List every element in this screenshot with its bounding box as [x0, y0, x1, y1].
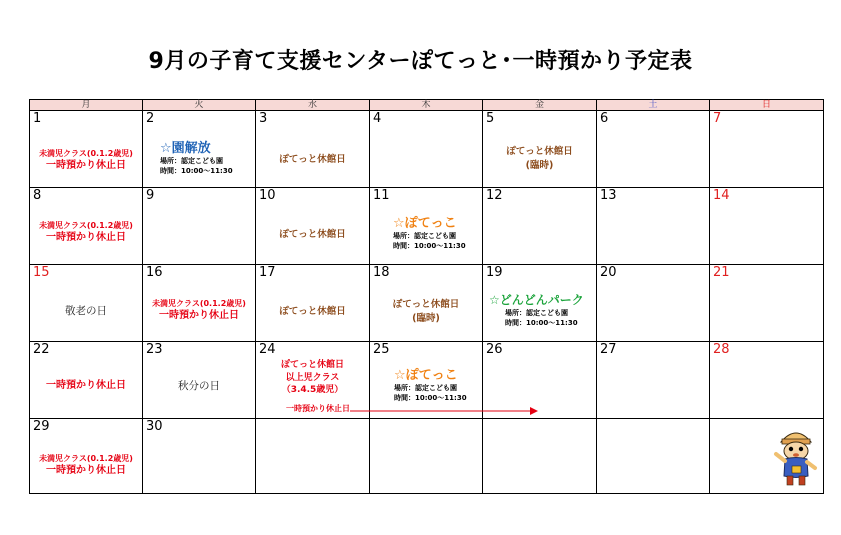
day-number: 23	[146, 342, 163, 357]
weekday-wed: 水	[256, 100, 370, 111]
day-number: 19	[486, 265, 503, 280]
day-number: 15	[33, 265, 50, 280]
event-under3-class: 未満児クラス(0.1.2歳児)	[152, 299, 246, 308]
event-under3-class: 未満児クラス(0.1.2歳児)	[39, 149, 133, 158]
program-en-kaihou: ☆園解放	[160, 141, 211, 156]
day-cell-15	[30, 265, 143, 342]
event-under3-class: 未満児クラス(0.1.2歳児)	[39, 454, 133, 463]
day-cell-11	[370, 188, 483, 265]
program-block	[489, 293, 596, 328]
event-temp-care-closed: 一時預かり休止日	[159, 310, 239, 321]
day-cell-16	[143, 265, 256, 342]
day-cell-19	[483, 265, 597, 342]
week-row-3	[30, 265, 824, 342]
weekday-header-row	[30, 100, 824, 111]
day-cell-18	[370, 265, 483, 342]
event-block	[30, 220, 142, 244]
day-cell-30	[143, 419, 256, 494]
program-dondon-park: ☆どんどんパーク	[489, 293, 584, 307]
program-time: 時間：10:00～11:30	[160, 167, 233, 175]
program-block	[160, 141, 255, 176]
event-potetto-closed: ぽてっと休館日	[506, 146, 573, 157]
day-number: 4	[373, 111, 382, 126]
event-temp-care-closed: 一時預かり休止日	[286, 404, 350, 413]
weekday-sun: 日	[710, 100, 824, 111]
program-place: 場所：認定こども園	[393, 232, 456, 240]
day-number: 21	[713, 265, 730, 280]
program-block	[393, 216, 482, 251]
program-potekko: ☆ぽてっこ	[394, 368, 458, 383]
event-block	[30, 380, 142, 392]
day-cell-10	[256, 188, 370, 265]
page-title: 9月の子育て支援センターぽてっと･一時預かり予定表	[148, 49, 693, 74]
day-number: 16	[146, 265, 163, 280]
event-temp-care-closed: 一時預かり休止日	[46, 465, 126, 476]
day-number: 1	[33, 111, 42, 126]
empty-cell	[597, 419, 710, 494]
event-block	[256, 359, 369, 397]
day-cell-23	[143, 342, 256, 419]
day-number: 7	[713, 111, 722, 126]
day-cell-17	[256, 265, 370, 342]
empty-cell	[370, 419, 483, 494]
day-cell-27	[597, 342, 710, 419]
arrow-icon	[350, 406, 540, 416]
event-over3-ages: （3.4.5歳児）	[281, 385, 344, 395]
event-block	[30, 148, 142, 172]
day-cell-7	[710, 111, 824, 188]
program-block	[394, 368, 482, 403]
weekday-tue: 火	[143, 100, 256, 111]
day-number: 8	[33, 188, 42, 203]
day-cell-13	[597, 188, 710, 265]
program-potekko: ☆ぽてっこ	[393, 216, 457, 231]
day-number: 27	[600, 342, 617, 357]
event-over3-class: 以上児クラス	[285, 372, 340, 383]
day-cell-4	[370, 111, 483, 188]
empty-cell	[483, 419, 597, 494]
event-potetto-closed: ぽてっと休館日	[392, 299, 460, 310]
day-number: 18	[373, 265, 390, 280]
day-number: 10	[259, 188, 276, 203]
event-block	[30, 453, 142, 477]
day-number: 26	[486, 342, 503, 357]
event-potetto-closed: ぽてっと休館日	[279, 306, 346, 317]
event-block	[143, 298, 255, 322]
event-temp-care-closed: 一時預かり休止日	[46, 380, 126, 391]
day-number: 5	[486, 111, 495, 126]
mascot-illustration	[770, 424, 822, 488]
week-row-2	[30, 188, 824, 265]
calendar-table	[29, 99, 824, 494]
weekday-mon: 月	[30, 100, 143, 111]
day-cell-2	[143, 111, 256, 188]
event-temp-care-closed: 一時預かり休止日	[46, 160, 126, 171]
day-cell-3	[256, 111, 370, 188]
day-cell-21	[710, 265, 824, 342]
week-row-5	[30, 419, 824, 494]
day-number: 24	[259, 342, 276, 357]
week-row-1	[30, 111, 824, 188]
event-potetto-closed: ぽてっと休館日	[280, 360, 344, 370]
weekday-fri: 金	[483, 100, 597, 111]
day-number: 28	[713, 342, 730, 357]
event-block	[483, 145, 596, 173]
day-number: 22	[33, 342, 50, 357]
day-number: 29	[33, 419, 50, 434]
day-number: 11	[373, 188, 390, 203]
day-cell-28	[710, 342, 824, 419]
weekday-thu: 木	[370, 100, 483, 111]
event-special-note: (臨時)	[525, 160, 554, 171]
day-number: 13	[600, 188, 617, 203]
event-under3-class: 未満児クラス(0.1.2歳児)	[39, 221, 133, 230]
day-cell-9	[143, 188, 256, 265]
day-cell-12	[483, 188, 597, 265]
event-special-note: (臨時)	[412, 313, 440, 324]
day-cell-20	[597, 265, 710, 342]
day-cell-1	[30, 111, 143, 188]
day-number: 25	[373, 342, 390, 357]
weekday-sat: 土	[597, 100, 710, 111]
day-number: 12	[486, 188, 503, 203]
event-temp-care-closed: 一時預かり休止日	[46, 232, 126, 243]
event-potetto-closed: ぽてっと休館日	[279, 229, 346, 240]
program-place: 場所：認定こども園	[505, 309, 568, 317]
day-number: 17	[259, 265, 276, 280]
event-block	[370, 298, 482, 326]
empty-cell	[256, 419, 370, 494]
day-number: 2	[146, 111, 155, 126]
program-place: 場所：認定こども園	[394, 384, 457, 392]
holiday-shubun: 秋分の日	[178, 380, 220, 392]
event-potetto-closed: ぽてっと休館日	[279, 154, 346, 165]
day-cell-29	[30, 419, 143, 494]
day-number: 6	[600, 111, 609, 126]
program-time: 時間：10:00～11:30	[394, 394, 467, 402]
day-cell-14	[710, 188, 824, 265]
holiday-keirou: 敬老の日	[65, 305, 107, 317]
day-cell-5	[483, 111, 597, 188]
program-time: 時間：10:00～11:30	[393, 242, 466, 250]
day-number: 3	[259, 111, 268, 126]
day-number: 20	[600, 265, 617, 280]
program-place: 場所：認定こども園	[160, 157, 223, 165]
day-cell-8	[30, 188, 143, 265]
program-time: 時間：10:00～11:30	[505, 319, 578, 327]
day-cell-22	[30, 342, 143, 419]
day-number: 9	[146, 188, 155, 203]
day-cell-6	[597, 111, 710, 188]
day-number: 30	[146, 419, 163, 434]
day-number: 14	[713, 188, 730, 203]
